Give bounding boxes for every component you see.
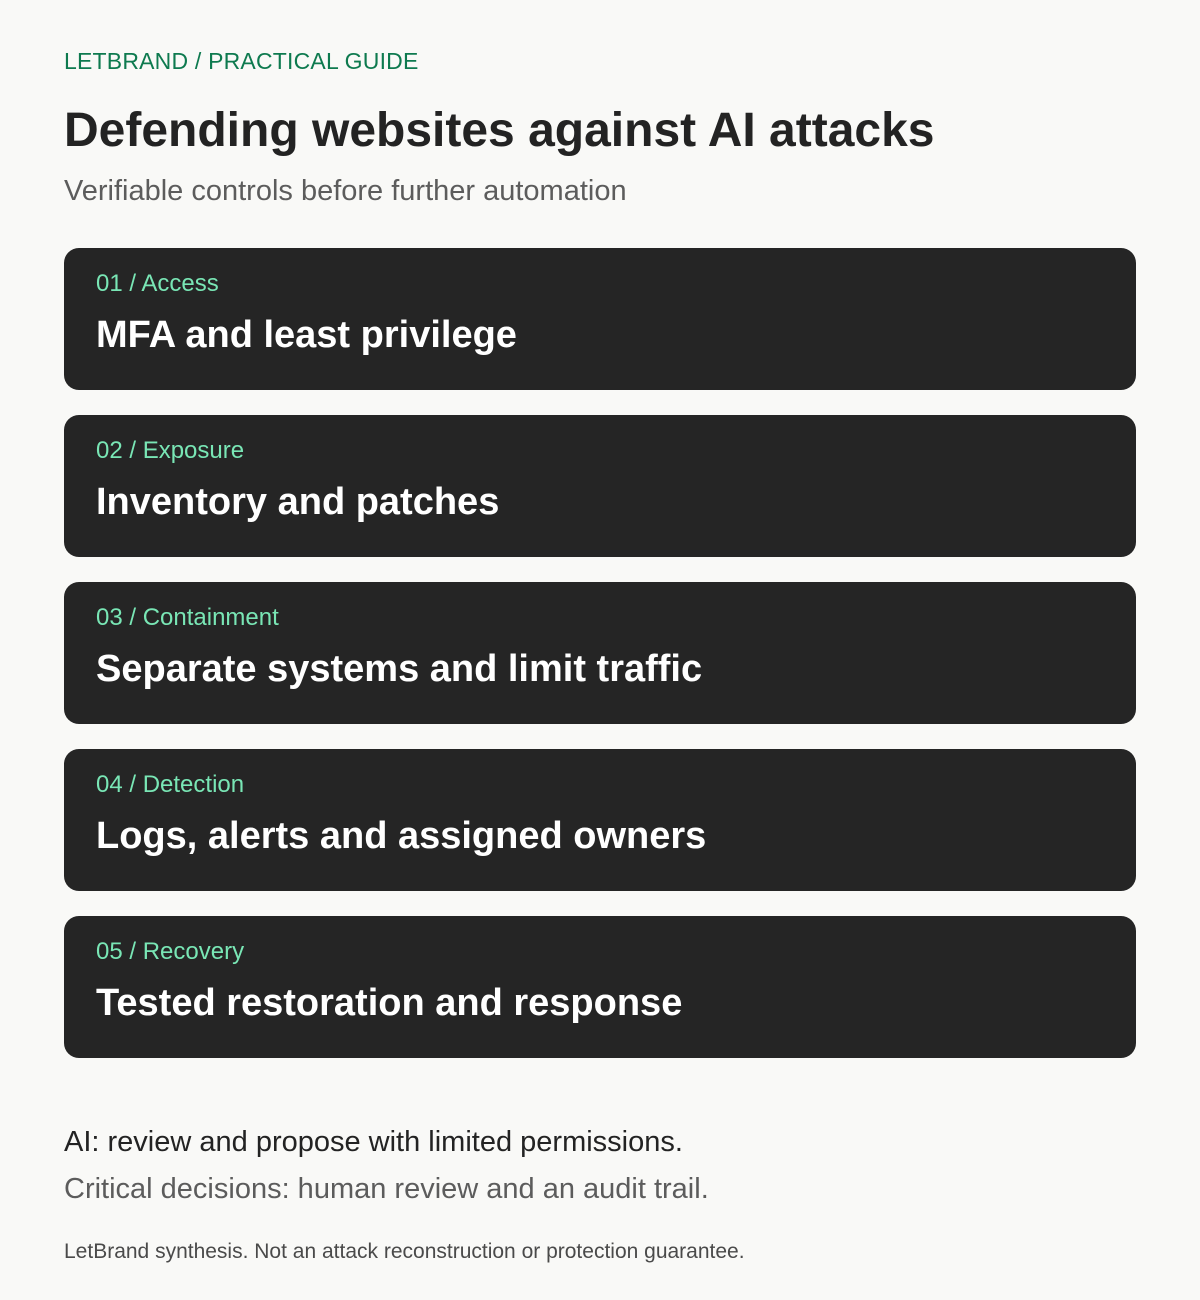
control-card-label: 04 / Detection: [96, 771, 245, 798]
control-card-label: 05 / Recovery: [96, 938, 245, 965]
control-card-access: [64, 248, 1136, 390]
human-review-note: Critical decisions: human review and an audit trail.: [64, 1173, 709, 1205]
disclaimer-footnote: LetBrand synthesis. Not an attack reconstruction or protection guarantee.: [64, 1240, 745, 1263]
control-card-containment: [64, 582, 1136, 724]
control-card-exposure: [64, 415, 1136, 557]
control-card-title: Tested restoration and response: [96, 982, 683, 1024]
control-card-title: MFA and least privilege: [96, 314, 517, 356]
control-card-detection: [64, 749, 1136, 891]
control-card-recovery: [64, 916, 1136, 1058]
control-card-title: Inventory and patches: [96, 481, 500, 523]
control-card-label: 02 / Exposure: [96, 437, 245, 464]
page-title: Defending websites against AI attacks: [64, 104, 935, 157]
control-card-title: Separate systems and limit traffic: [96, 648, 703, 690]
control-cards-list: [64, 248, 1136, 1083]
control-card-title: Logs, alerts and assigned owners: [96, 815, 707, 857]
page-subtitle: Verifiable controls before further automation: [64, 175, 627, 207]
control-card-label: 03 / Containment: [96, 604, 279, 631]
breadcrumb-kicker: LETBRAND / PRACTICAL GUIDE: [64, 48, 419, 74]
ai-usage-note: AI: review and propose with limited permissions.: [64, 1126, 683, 1158]
control-card-label: 01 / Access: [96, 270, 219, 297]
